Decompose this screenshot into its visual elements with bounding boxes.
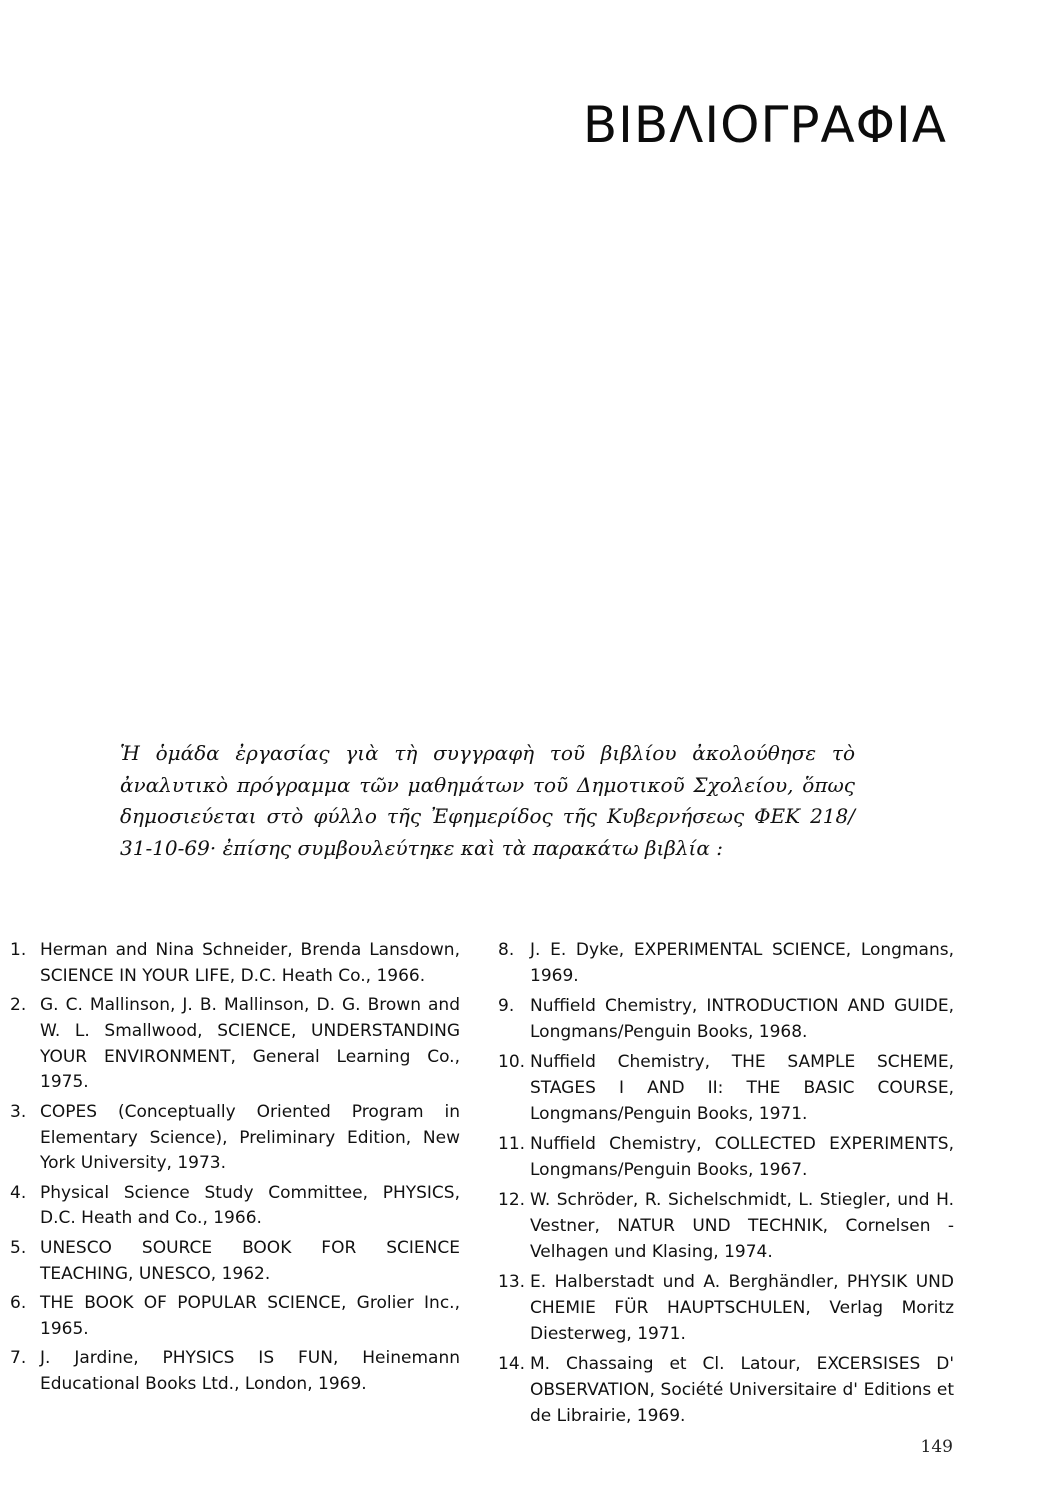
reference-item bbox=[498, 994, 954, 1046]
reference-item bbox=[10, 1236, 460, 1288]
references-left-column bbox=[10, 938, 460, 1401]
reference-number: 5. bbox=[10, 1237, 27, 1258]
reference-text: W. Schröder, R. Sichelschmidt, L. Stiegler, und H. Vestner, NATUR UND TECHNIK, Cornelsen - Velhagen und Klasing, 1974. bbox=[530, 1190, 954, 1262]
reference-number: 2. bbox=[10, 995, 27, 1016]
reference-text: UNESCO SOURCE BOOK FOR SCIENCE TEACHING, UNESCO, 1962. bbox=[40, 1237, 460, 1284]
reference-text: M. Chassaing et Cl. Latour, EXCERSISES D' OBSERVATION, Société Universitaire d' Editions et de Librairie, 1969. bbox=[530, 1353, 954, 1426]
reference-number: 8. bbox=[498, 940, 515, 960]
reference-text: J. E. Dyke, EXPERIMENTAL SCIENCE, Longmans, 1969. bbox=[530, 940, 954, 986]
reference-number: 14. bbox=[498, 1353, 526, 1374]
reference-number: 6. bbox=[10, 1292, 27, 1313]
page-title: ΒΙΒΛΙΟΓΡΑΦΙΑ bbox=[582, 96, 947, 154]
reference-number: 12. bbox=[498, 1190, 526, 1211]
reference-item bbox=[10, 1346, 460, 1398]
reference-number: 9. bbox=[498, 996, 515, 1017]
reference-item bbox=[498, 1352, 954, 1429]
reference-item bbox=[10, 1100, 460, 1177]
reference-item bbox=[498, 1050, 954, 1127]
reference-text: Herman and Nina Schneider, Brenda Lansdown, SCIENCE IN YOUR LIFE, D.C. Heath Co., 1966. bbox=[40, 940, 460, 986]
reference-item bbox=[10, 938, 460, 990]
reference-number: 13. bbox=[498, 1272, 526, 1293]
reference-number: 11. bbox=[498, 1134, 526, 1155]
reference-number: 7. bbox=[10, 1347, 27, 1368]
page-number: 149 bbox=[920, 1437, 953, 1457]
reference-number: 1. bbox=[10, 940, 27, 960]
reference-item bbox=[498, 1132, 954, 1184]
reference-item bbox=[498, 1270, 954, 1347]
reference-item bbox=[498, 1188, 954, 1265]
reference-text: Nuffield Chemistry, COLLECTED EXPERIMENTS, Longmans/Penguin Books, 1967. bbox=[530, 1134, 954, 1180]
reference-number: 3. bbox=[10, 1101, 27, 1122]
reference-number: 10. bbox=[498, 1052, 526, 1073]
reference-text: Nuffield Chemistry, INTRODUCTION AND GUIDE, Longmans/Penguin Books, 1968. bbox=[530, 996, 954, 1042]
reference-text: THE BOOK OF POPULAR SCIENCE, Grolier Inc., 1965. bbox=[40, 1292, 460, 1339]
reference-item bbox=[10, 1291, 460, 1343]
reference-text: G. C. Mallinson, J. B. Mallinson, D. G. Brown and W. L. Smallwood, SCIENCE, UNDERSTANDING YOUR ENVIRONMENT, General Learning Co., 1975. bbox=[40, 995, 460, 1093]
reference-text: J. Jardine, PHYSICS IS FUN, Heinemann Educational Books Ltd., London, 1969. bbox=[40, 1347, 460, 1394]
reference-text: E. Halberstadt und A. Berghändler, PHYSIK UND CHEMIE FÜR HAUPTSCHULEN, Verlag Moritz Diesterweg, 1971. bbox=[530, 1272, 954, 1344]
reference-number: 4. bbox=[10, 1182, 27, 1203]
reference-text: COPES (Conceptually Oriented Program in Elementary Science), Preliminary Edition, New York University, 1973. bbox=[40, 1101, 460, 1174]
reference-item bbox=[498, 938, 954, 990]
reference-text: Physical Science Study Committee, PHYSICS, D.C. Heath and Co., 1966. bbox=[40, 1182, 460, 1229]
references-right-column bbox=[498, 938, 954, 1434]
reference-text: Nuffield Chemistry, THE SAMPLE SCHEME, STAGES I AND II: THE BASIC COURSE, Longmans/Penguin Books, 1971. bbox=[530, 1052, 954, 1124]
reference-item bbox=[10, 993, 460, 1096]
intro-paragraph: Ἡ ὁμάδα ἐργασίας γιὰ τὴ συγγραφὴ τοῦ βιβλίου ἀκολούθησε τὸ ἀναλυτικὸ πρόγραμμα τῶν μαθημάτων τοῦ Δημοτικοῦ Σχολείου, ὅπως δημοσιεύεται στὸ φύλλο τῆς Ἐφημερίδος τῆς Κυβερνήσεως ΦΕΚ 218/ 31-10-69· ἐπίσης συμβουλεύτηκε καὶ τὰ παρακάτω βιβλία : bbox=[120, 741, 855, 860]
reference-item bbox=[10, 1181, 460, 1233]
